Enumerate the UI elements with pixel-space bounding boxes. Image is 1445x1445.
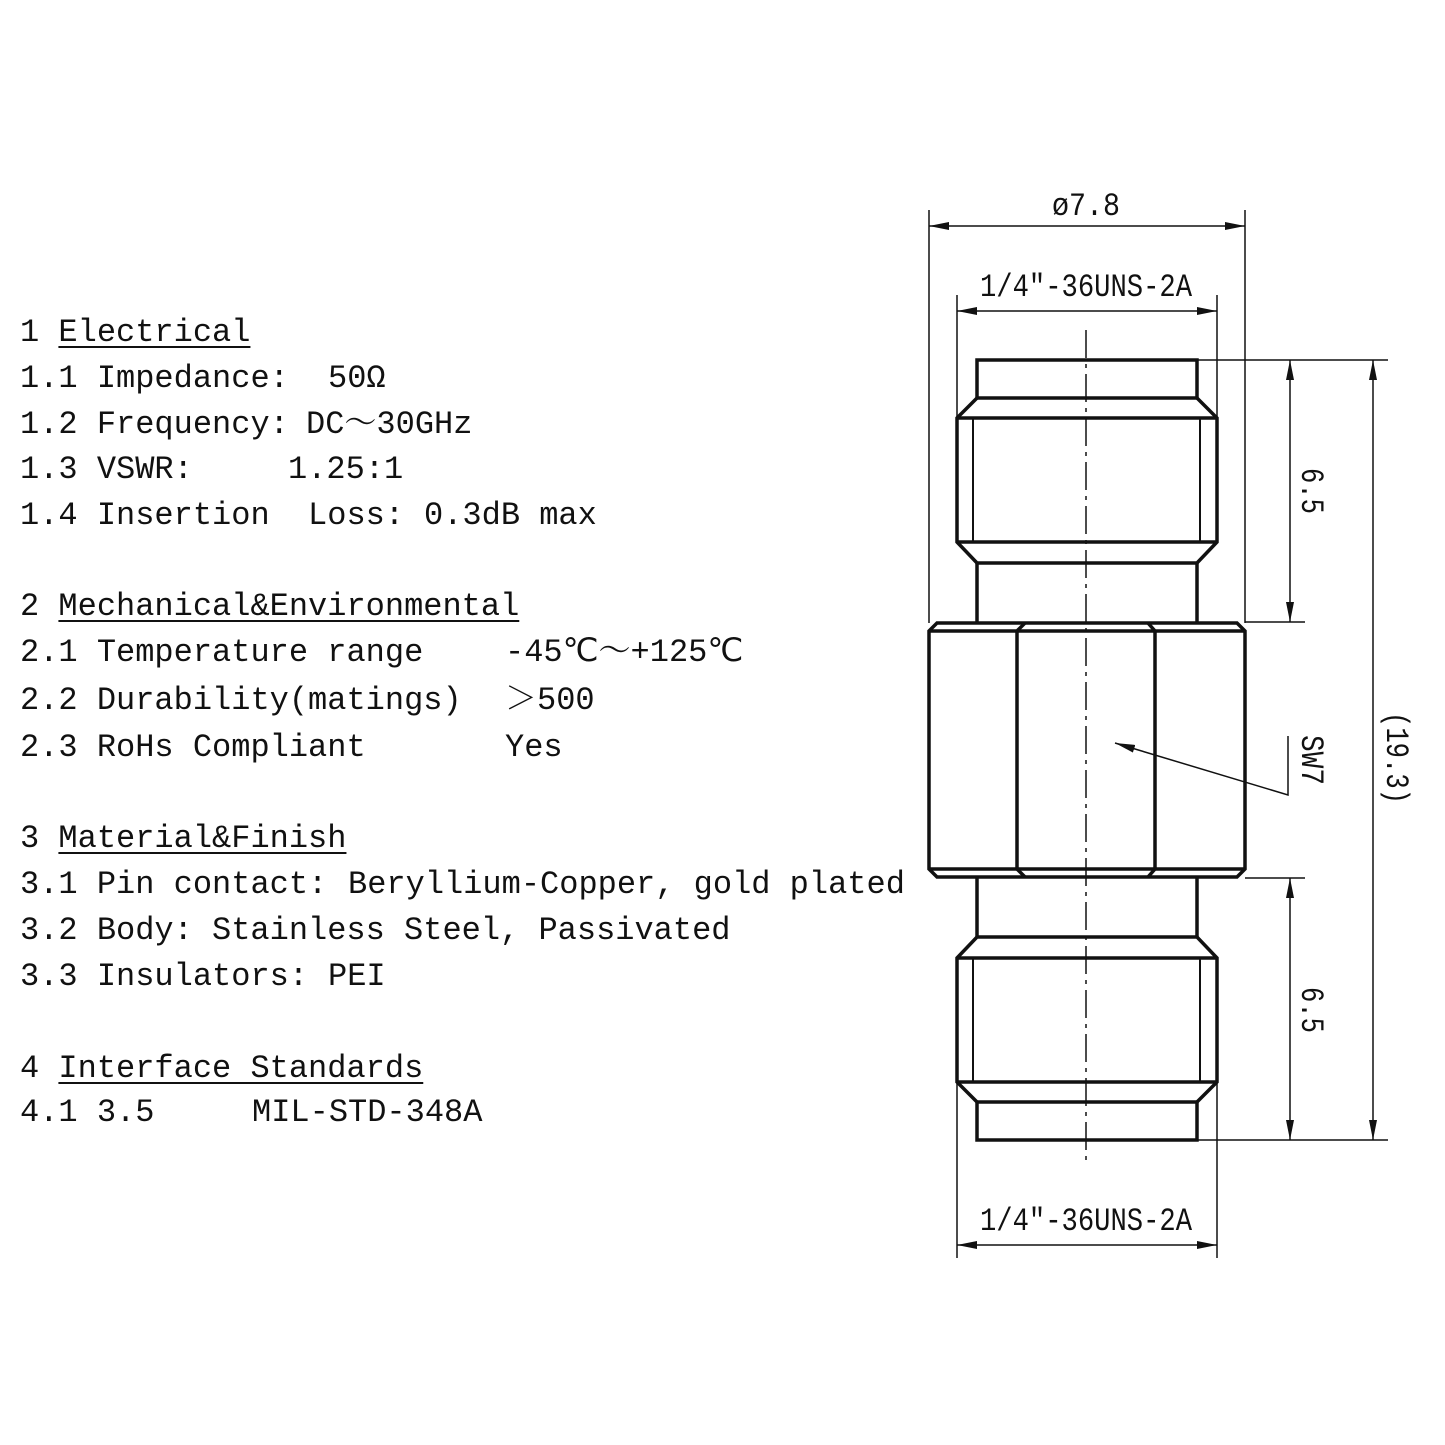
overall-length-label: (19.3) xyxy=(1377,712,1414,828)
section-heading-electrical: 1 Electrical xyxy=(20,314,251,351)
spec-pin-contact: 3.1 Pin contact: Beryllium-Copper, gold plated xyxy=(20,866,905,903)
section-heading-interface: 4 Interface Standards xyxy=(20,1050,424,1087)
spec-impedance: 1.1 Impedance: 50Ω xyxy=(20,360,386,397)
spec-vswr: 1.3 VSWR: 1.25:1 xyxy=(20,451,404,488)
section-heading-mechanical: 2 Mechanical&Environmental xyxy=(20,588,520,625)
spec-insulators: 3.3 Insulators: PEI xyxy=(20,958,386,995)
bottom-length-label: 6.5 xyxy=(1292,987,1329,1045)
top-length-label: 6.5 xyxy=(1292,468,1329,526)
hex-nut xyxy=(929,623,1245,877)
top-thread-label: 1/4"-36UNS-2A xyxy=(980,269,1193,306)
spec-temperature: 2.1 Temperature range -45℃～+125℃ xyxy=(20,634,744,671)
spec-insertion-loss: 1.4 Insertion Loss: 0.3dB max xyxy=(20,497,597,534)
bottom-port xyxy=(957,877,1217,1140)
wrench-leader-line xyxy=(1115,736,1288,795)
bottom-thread-label: 1/4"-36UNS-2A xyxy=(980,1203,1193,1240)
wrench-size-label: SW7 xyxy=(1292,735,1329,793)
spec-interface-standard: 4.1 3.5 MIL-STD-348A xyxy=(20,1094,483,1131)
spec-body: 3.2 Body: Stainless Steel, Passivated xyxy=(20,912,731,949)
top-port xyxy=(957,360,1217,623)
diameter-label: ø7.8 xyxy=(1052,188,1120,225)
connector-body xyxy=(929,360,1245,1140)
spec-durability: 2.2 Durability(matings) ＞500 xyxy=(20,682,595,719)
spec-rohs: 2.3 RoHs Compliant Yes xyxy=(20,729,563,766)
spec-frequency: 1.2 Frequency: DC～30GHz xyxy=(20,406,473,443)
section-heading-material: 3 Material&Finish xyxy=(20,820,347,857)
